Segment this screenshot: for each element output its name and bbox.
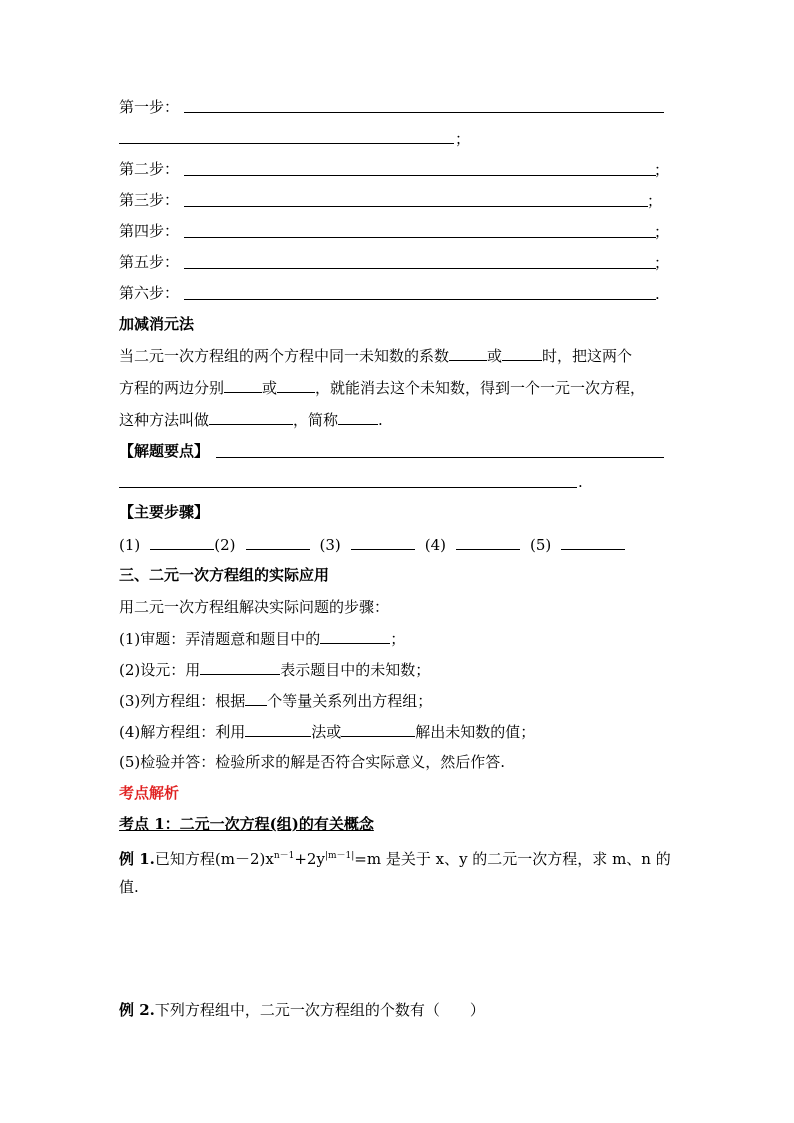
elim-p1c: 时，把这两个 bbox=[542, 347, 633, 365]
step-3 bbox=[119, 190, 179, 210]
step-1-blank-2[interactable] bbox=[119, 143, 454, 144]
elimination-heading: 加减消元法 bbox=[119, 315, 195, 333]
step-4-end: ； bbox=[654, 223, 670, 241]
blank[interactable] bbox=[341, 721, 415, 737]
step-6-end: . bbox=[655, 285, 660, 303]
s3i3a: (3)列方程组：根据 bbox=[119, 692, 246, 710]
blank[interactable] bbox=[224, 377, 262, 393]
s3i4b: 法或 bbox=[311, 723, 342, 741]
blank[interactable] bbox=[245, 690, 267, 706]
section3-item3 bbox=[119, 690, 432, 711]
elim-p2a: 方程的两边分别 bbox=[119, 379, 225, 397]
elimination-p3 bbox=[119, 409, 383, 430]
s3i1b: ； bbox=[390, 630, 406, 648]
key-points-blank[interactable] bbox=[216, 457, 664, 458]
section3-heading: 三、二元一次方程组的实际应用 bbox=[119, 566, 330, 584]
s3i2a: (2)设元：用 bbox=[119, 661, 201, 679]
step-5-label: 第五步： bbox=[119, 253, 180, 271]
blank[interactable] bbox=[209, 409, 293, 425]
section3-item2 bbox=[119, 659, 430, 680]
blank[interactable] bbox=[351, 534, 415, 550]
step-5-blank[interactable] bbox=[184, 268, 656, 269]
step-1 bbox=[119, 97, 179, 117]
step-6-label: 第六步： bbox=[119, 284, 180, 302]
ex2-text: 下列方程组中，二元一次方程组的个数有（ ） bbox=[154, 1001, 485, 1019]
main-steps-row bbox=[119, 534, 625, 555]
analysis-heading: 考点解析 bbox=[119, 784, 180, 802]
ex1-t3: =m 是关于 x、y 的二元一次方程，求 m、n 的 bbox=[354, 850, 671, 868]
elim-p2b: 或 bbox=[262, 379, 278, 397]
blank[interactable] bbox=[200, 659, 280, 675]
section3-item4 bbox=[119, 721, 535, 742]
ex1-sup1: n－1 bbox=[273, 851, 295, 861]
blank[interactable] bbox=[150, 534, 214, 550]
step-4 bbox=[119, 221, 179, 241]
step-3-end: ； bbox=[647, 192, 663, 210]
ex1-sup2: |m－1| bbox=[324, 851, 355, 861]
blank[interactable] bbox=[561, 534, 625, 550]
ex2-label: 例 2. bbox=[119, 1001, 155, 1019]
s3i1a: (1)审题：弄清题意和题目中的 bbox=[119, 630, 321, 648]
s3i4a: (4)解方程组：利用 bbox=[119, 723, 246, 741]
key-points-label: 【解题要点】 bbox=[119, 442, 210, 460]
blank[interactable] bbox=[502, 345, 542, 361]
elim-p3a: 这种方法叫做 bbox=[119, 411, 210, 429]
step-2-label: 第二步： bbox=[119, 160, 180, 178]
elim-p3c: . bbox=[378, 411, 383, 429]
main-steps-label: 【主要步骤】 bbox=[119, 503, 210, 521]
ms5: (5) bbox=[530, 536, 552, 554]
elim-p3b: ，简称 bbox=[293, 411, 339, 429]
step-1-end: ； bbox=[455, 130, 471, 148]
key-points-end: . bbox=[578, 473, 583, 491]
blank[interactable] bbox=[320, 628, 390, 644]
ex1-t2: +2y bbox=[294, 850, 325, 868]
ms4: (4) bbox=[424, 536, 446, 554]
step-2-blank[interactable] bbox=[184, 175, 656, 176]
blank[interactable] bbox=[277, 377, 315, 393]
step-2 bbox=[119, 159, 179, 179]
ex1-label: 例 1. bbox=[119, 850, 155, 868]
example2 bbox=[119, 1000, 485, 1020]
step-4-label: 第四步： bbox=[119, 222, 180, 240]
step-6 bbox=[119, 283, 179, 303]
key-points-blank-2[interactable] bbox=[119, 487, 577, 488]
blank[interactable] bbox=[456, 534, 520, 550]
example1-line1 bbox=[119, 846, 671, 869]
blank[interactable] bbox=[245, 721, 311, 737]
step-3-label: 第三步： bbox=[119, 191, 180, 209]
s3i2b: 表示题目中的未知数； bbox=[280, 661, 431, 679]
elim-p1a: 当二元一次方程组的两个方程中同一未知数的系数 bbox=[119, 347, 450, 365]
step-5 bbox=[119, 252, 179, 272]
elim-p1b: 或 bbox=[487, 347, 503, 365]
section3-item5: (5)检验并答：检验所求的解是否符合实际意义，然后作答. bbox=[119, 753, 506, 771]
step-2-end: ； bbox=[654, 161, 670, 179]
section3-item1 bbox=[119, 628, 405, 649]
step-5-end: ； bbox=[654, 254, 670, 272]
s3i3b: 个等量关系列出方程组； bbox=[267, 692, 433, 710]
blank[interactable] bbox=[338, 409, 378, 425]
s3i4c: 解出未知数的值； bbox=[415, 723, 536, 741]
step-1-blank[interactable] bbox=[184, 112, 664, 113]
step-6-blank[interactable] bbox=[184, 299, 656, 300]
ms3: (3) bbox=[319, 536, 341, 554]
section3-intro: 用二元一次方程组解决实际问题的步骤： bbox=[119, 598, 390, 616]
elimination-p1 bbox=[119, 345, 632, 366]
step-1-label: 第一步： bbox=[119, 98, 180, 116]
ex1-t1: 已知方程(m－2)x bbox=[154, 850, 274, 868]
elim-p2c: ，就能消去这个未知数，得到一个一元一次方程， bbox=[315, 379, 646, 397]
blank[interactable] bbox=[246, 534, 310, 550]
ms1: (1) bbox=[119, 536, 141, 554]
step-3-blank[interactable] bbox=[184, 206, 648, 207]
ms2: (2) bbox=[214, 536, 236, 554]
example1-line2: 值. bbox=[119, 878, 139, 896]
blank[interactable] bbox=[449, 345, 487, 361]
step-4-blank[interactable] bbox=[184, 237, 656, 238]
kp1-heading: 考点 1：二元一次方程(组)的有关概念 bbox=[119, 815, 374, 833]
elimination-p2 bbox=[119, 377, 645, 398]
